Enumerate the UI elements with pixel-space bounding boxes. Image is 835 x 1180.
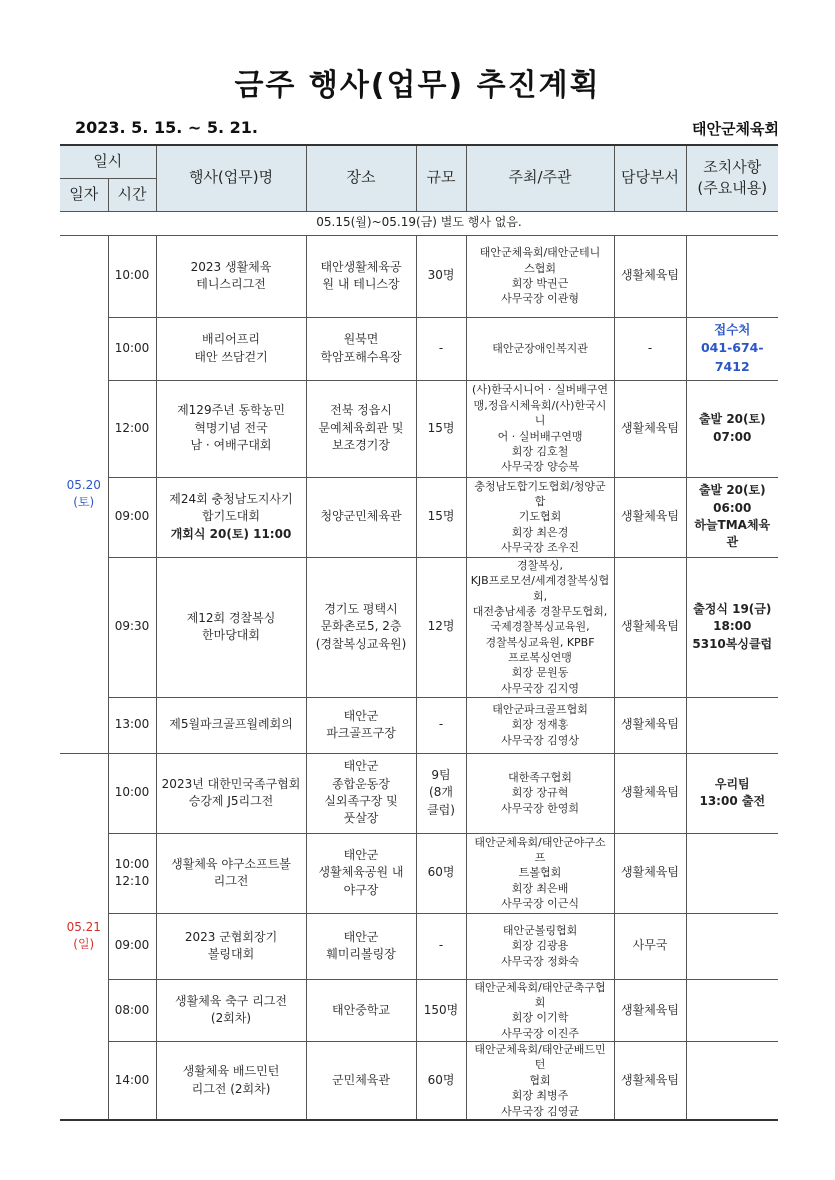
- event-cell: [156, 477, 306, 557]
- action-line: 출정식 19(금): [693, 601, 772, 616]
- event-line: 테니스리그전: [196, 277, 266, 291]
- host-line: 스협회: [524, 261, 556, 275]
- scale-cell: [416, 697, 466, 753]
- action-line: 출발 20(토): [698, 412, 766, 427]
- host-line: 사무국장 양승복: [501, 460, 579, 474]
- scale-line: -: [438, 717, 444, 732]
- time-line: 12:10: [114, 874, 150, 888]
- event-cell: [156, 1042, 306, 1120]
- host-line: 경찰복싱교육원, KPBF: [485, 635, 595, 649]
- time-line: 09:00: [114, 938, 150, 953]
- place-line: 문예체육회관 및: [318, 420, 404, 435]
- event-cell: [156, 753, 306, 833]
- scale-line: 60명: [427, 865, 455, 880]
- place-line: 학암포해수욕장: [320, 349, 402, 364]
- organization-name: 태안군체육회: [692, 120, 779, 138]
- action-cell: [686, 557, 778, 697]
- host-cell: [466, 913, 614, 979]
- host-cell: [466, 979, 614, 1042]
- host-cell: [466, 753, 614, 833]
- place-line: 청양군민체육관: [320, 509, 402, 524]
- schedule-table: [60, 144, 778, 1121]
- host-line: 회장 박권근: [511, 277, 569, 290]
- event-line: 2023 군협회장기: [184, 929, 278, 944]
- table-row: [60, 833, 778, 913]
- place-cell: [306, 833, 416, 913]
- event-line: 배리어프리: [202, 332, 260, 347]
- action-cell: [686, 380, 778, 477]
- date-line: (일): [73, 937, 95, 952]
- time-cell: [108, 979, 156, 1042]
- place-line: 종합운동장: [332, 776, 390, 791]
- host-cell: [466, 380, 614, 477]
- host-line: 태안군파크골프협회: [492, 702, 588, 716]
- host-cell: [466, 235, 614, 317]
- place-cell: [306, 557, 416, 697]
- host-line: 태안군체육회/태안군축구협회: [474, 980, 606, 1009]
- date-cell: [60, 753, 108, 1120]
- action-line: 출발 20(토): [698, 483, 766, 498]
- host-cell: [466, 317, 614, 380]
- action-line: 7412: [714, 358, 750, 374]
- table-row: [60, 979, 778, 1042]
- event-line: 리그전: [213, 874, 249, 888]
- event-line: 개회식 20(토) 11:00: [170, 526, 292, 541]
- scale-cell: [416, 317, 466, 380]
- dept-cell: 생활체육팀: [614, 697, 686, 753]
- host-line: 사무국장 김영균: [501, 1104, 579, 1118]
- host-line: 맹,정읍시체육회/(사)한국시니: [473, 398, 607, 428]
- dept-cell: 생활체육팀: [614, 753, 686, 833]
- header-place: 장소: [306, 145, 416, 211]
- place-line: 야구장: [343, 882, 379, 897]
- event-line: 제12회 경찰복싱: [186, 610, 276, 625]
- host-line: 사무국장 이관형: [501, 292, 579, 306]
- host-line: 회장 김호철: [511, 444, 569, 458]
- event-cell: [156, 697, 306, 753]
- event-cell: [156, 979, 306, 1042]
- dept-cell: 생활체육팀: [614, 235, 686, 317]
- host-cell: [466, 477, 614, 557]
- dept-cell: 생활체육팀: [614, 380, 686, 477]
- action-line: 5310복싱클럽: [692, 636, 773, 651]
- time-cell: [108, 477, 156, 557]
- host-line: 회장 김광용: [511, 939, 569, 953]
- time-cell: [108, 317, 156, 380]
- host-line: 프로복싱연맹: [508, 651, 572, 665]
- host-line: 사무국장 정화숙: [501, 954, 579, 968]
- dept-cell: 사무국: [614, 913, 686, 979]
- header-date: 일자: [60, 178, 108, 211]
- header-scale: 규모: [416, 145, 466, 211]
- place-line: 훼미리볼링장: [326, 947, 396, 961]
- table-row: [60, 913, 778, 979]
- time-cell: [108, 380, 156, 477]
- host-line: 사무국장 김영상: [501, 733, 579, 747]
- scale-line: 9팀: [431, 767, 451, 782]
- host-cell: [466, 1042, 614, 1120]
- host-line: 사무국장 이진주: [501, 1026, 579, 1040]
- place-line: 생활체육공원 내: [318, 865, 404, 880]
- place-line: 문화촌로5, 2층: [320, 619, 402, 634]
- header-event: 행사(업무)명: [156, 145, 306, 211]
- host-line: 회장 최은배: [511, 881, 569, 895]
- host-line: 회장 최병주: [511, 1089, 569, 1103]
- place-line: 태안생활체육공: [320, 259, 402, 274]
- host-cell: [466, 697, 614, 753]
- place-line: 파크골프구장: [326, 726, 396, 740]
- scale-line: 15명: [427, 509, 455, 524]
- action-cell: [686, 697, 778, 753]
- event-line: 남 · 여배구대회: [190, 438, 272, 453]
- host-line: KJB프로모션/세계경찰복싱협회,: [470, 574, 610, 603]
- no-event-note: 05.15(월)~05.19(금) 별도 행사 없음.: [60, 211, 778, 235]
- event-cell: [156, 833, 306, 913]
- action-line: 041-674-: [700, 340, 764, 356]
- time-line: 12:00: [114, 420, 150, 435]
- action-cell: [686, 913, 778, 979]
- dept-cell: -: [614, 317, 686, 380]
- event-line: 2023 생활체육: [190, 259, 272, 274]
- scale-cell: [416, 913, 466, 979]
- place-line: 원 내 테니스장: [322, 277, 400, 291]
- date-cell: [60, 235, 108, 753]
- time-cell: [108, 1042, 156, 1120]
- host-cell: [466, 833, 614, 913]
- table-row: [60, 235, 778, 317]
- header-time: 시간: [108, 178, 156, 211]
- time-cell: [108, 235, 156, 317]
- action-line: 18:00: [713, 619, 752, 634]
- place-line: 군민체육관: [332, 1072, 390, 1087]
- scale-cell: [416, 557, 466, 697]
- time-line: 09:30: [114, 619, 150, 634]
- scale-line: 12명: [427, 619, 455, 634]
- event-line: 생활체육 배드민턴: [182, 1064, 280, 1079]
- action-cell: [686, 979, 778, 1042]
- time-line: 10:00: [114, 856, 150, 871]
- action-cell: [686, 753, 778, 833]
- date-line: 05.21: [66, 919, 101, 934]
- host-line: 기도협회: [518, 510, 562, 524]
- place-line: 경기도 평택시: [324, 601, 398, 616]
- event-cell: [156, 380, 306, 477]
- scale-line: -: [438, 340, 444, 355]
- scale-line: 클럽): [427, 802, 455, 817]
- host-line: 태안군체육회/태안군배드민턴: [474, 1043, 606, 1072]
- host-line: 회장 이기학: [511, 1011, 569, 1025]
- place-line: 태안중학교: [332, 1002, 390, 1017]
- host-line: 충청남도합기도협회/청양군합: [474, 479, 606, 508]
- table-row: [60, 380, 778, 477]
- place-cell: [306, 1042, 416, 1120]
- host-line: 사무국장 이근식: [501, 897, 579, 911]
- dept-cell: 생활체육팀: [614, 833, 686, 913]
- time-line: 13:00: [114, 717, 150, 732]
- host-line: 사무국장 한영희: [501, 801, 579, 815]
- table-row: [60, 557, 778, 697]
- place-line: 태안군: [343, 929, 379, 944]
- schedule-body: [60, 211, 778, 1120]
- place-cell: [306, 979, 416, 1042]
- place-line: 태안군: [343, 759, 379, 774]
- dept-cell: 생활체육팀: [614, 477, 686, 557]
- scale-line: (8개: [429, 785, 453, 800]
- place-cell: [306, 913, 416, 979]
- place-line: (경찰복싱교육원): [315, 636, 407, 651]
- table-row: [60, 697, 778, 753]
- scale-cell: [416, 979, 466, 1042]
- place-line: 보조경기장: [332, 438, 390, 453]
- scale-line: 60명: [427, 1072, 455, 1087]
- host-line: 태안군볼링협회: [502, 923, 578, 937]
- event-line: 제129주년 동학농민: [177, 403, 285, 418]
- host-line: 협회: [529, 1073, 551, 1087]
- event-line: 태안 쓰담걷기: [194, 349, 268, 364]
- scale-cell: [416, 477, 466, 557]
- event-line: 혁명기념 전국: [194, 420, 268, 435]
- scale-line: 15명: [427, 420, 455, 435]
- time-cell: [108, 557, 156, 697]
- host-line: 대전충남세종 경찰무도협회,: [472, 604, 608, 618]
- table-row: [60, 753, 778, 833]
- scale-cell: [416, 235, 466, 317]
- place-line: 실외족구장 및: [324, 794, 398, 808]
- event-cell: [156, 557, 306, 697]
- event-line: 제5월파크골프월례회의: [169, 717, 293, 732]
- event-cell: [156, 913, 306, 979]
- action-line: 07:00: [713, 429, 752, 444]
- action-line: 13:00 출전: [699, 794, 766, 808]
- dept-cell: 생활체육팀: [614, 979, 686, 1042]
- event-line: 제24회 충청남도지사기: [169, 491, 293, 506]
- host-cell: [466, 557, 614, 697]
- scale-cell: [416, 1042, 466, 1120]
- time-cell: [108, 697, 156, 753]
- dept-cell: 생활체육팀: [614, 1042, 686, 1120]
- header-action-line1: 조치사항: [703, 157, 762, 176]
- action-cell: [686, 317, 778, 380]
- action-cell: [686, 235, 778, 317]
- host-line: 회장 장규혁: [511, 786, 569, 800]
- place-line: 태안군: [343, 847, 379, 862]
- event-line: (2회차): [210, 1011, 252, 1026]
- place-cell: [306, 697, 416, 753]
- host-line: 사무국장 조우진: [501, 541, 579, 555]
- action-cell: [686, 477, 778, 557]
- host-line: 태안군체육회/태안군야구소프: [474, 835, 606, 864]
- action-cell: [686, 833, 778, 913]
- header-dept: 담당부서: [614, 145, 686, 211]
- scale-cell: [416, 753, 466, 833]
- header-host: 주최/주관: [466, 145, 614, 211]
- event-line: 승강제 J5리그전: [188, 794, 274, 808]
- time-cell: [108, 753, 156, 833]
- scale-cell: [416, 380, 466, 477]
- event-line: 합기도대회: [202, 509, 260, 524]
- action-line: 접수처: [714, 322, 751, 338]
- event-cell: [156, 317, 306, 380]
- host-line: 어 · 실버배구연맹: [497, 429, 583, 443]
- time-line: 10:00: [114, 340, 150, 355]
- host-line: 국제경찰복싱교육원,: [490, 620, 590, 634]
- place-line: 풋살장: [343, 811, 379, 826]
- time-line: 08:00: [114, 1002, 150, 1017]
- event-line: 생활체육 야구소프트볼: [171, 856, 291, 871]
- event-line: 한마당대회: [202, 628, 260, 642]
- place-cell: [306, 317, 416, 380]
- scale-line: -: [438, 938, 444, 953]
- place-cell: [306, 235, 416, 317]
- host-line: 회장 정재홍: [511, 718, 569, 732]
- table-row: [60, 477, 778, 557]
- table-row: [60, 317, 778, 380]
- time-line: 14:00: [114, 1072, 150, 1087]
- host-line: 트볼협회: [518, 866, 562, 880]
- action-line: 하늘TMA체육관: [694, 518, 771, 550]
- host-line: 태안군체육회/태안군테니: [479, 246, 601, 260]
- period-range: 2023. 5. 15. ~ 5. 21.: [75, 118, 258, 137]
- place-cell: [306, 477, 416, 557]
- scale-cell: [416, 833, 466, 913]
- dept-cell: 생활체육팀: [614, 557, 686, 697]
- date-line: 05.20: [66, 477, 101, 492]
- place-cell: [306, 380, 416, 477]
- event-line: 볼링대회: [207, 947, 255, 961]
- place-line: 태안군: [343, 708, 379, 723]
- place-line: 전북 정읍시: [330, 403, 392, 418]
- scale-line: 30명: [427, 268, 455, 283]
- host-line: 회장 최은경: [511, 525, 569, 539]
- place-cell: [306, 753, 416, 833]
- time-cell: [108, 913, 156, 979]
- host-line: 회장 문원동: [511, 666, 569, 680]
- scale-line: 150명: [423, 1002, 459, 1017]
- event-line: 생활체육 축구 리그전: [175, 993, 287, 1008]
- time-line: 10:00: [114, 785, 150, 800]
- time-line: 09:00: [114, 509, 150, 524]
- host-line: 대한족구협회: [508, 770, 572, 784]
- date-line: (토): [73, 495, 95, 509]
- event-line: 2023년 대한민국족구협회: [161, 776, 301, 791]
- header-datetime: 일시: [60, 145, 156, 178]
- time-cell: [108, 833, 156, 913]
- header-action-line2: (주요내용): [697, 179, 768, 198]
- time-line: 10:00: [114, 268, 150, 283]
- event-line: 리그전 (2회차): [191, 1081, 271, 1096]
- host-line: 태안군장애인복지관: [492, 341, 588, 355]
- action-line: 우리팀: [714, 776, 750, 791]
- table-row: [60, 1042, 778, 1120]
- host-line: 경찰복싱,: [517, 558, 564, 572]
- event-cell: [156, 235, 306, 317]
- action-line: 06:00: [713, 500, 752, 515]
- host-line: 사무국장 김지영: [501, 681, 579, 695]
- host-line: (사)한국시니어 · 실버배구연: [472, 383, 608, 397]
- page-title: 금주 행사(업무) 추진계획: [234, 68, 601, 103]
- no-event-row: [60, 211, 778, 235]
- action-cell: [686, 1042, 778, 1120]
- header-action: [686, 145, 778, 211]
- place-line: 원북면: [343, 332, 379, 347]
